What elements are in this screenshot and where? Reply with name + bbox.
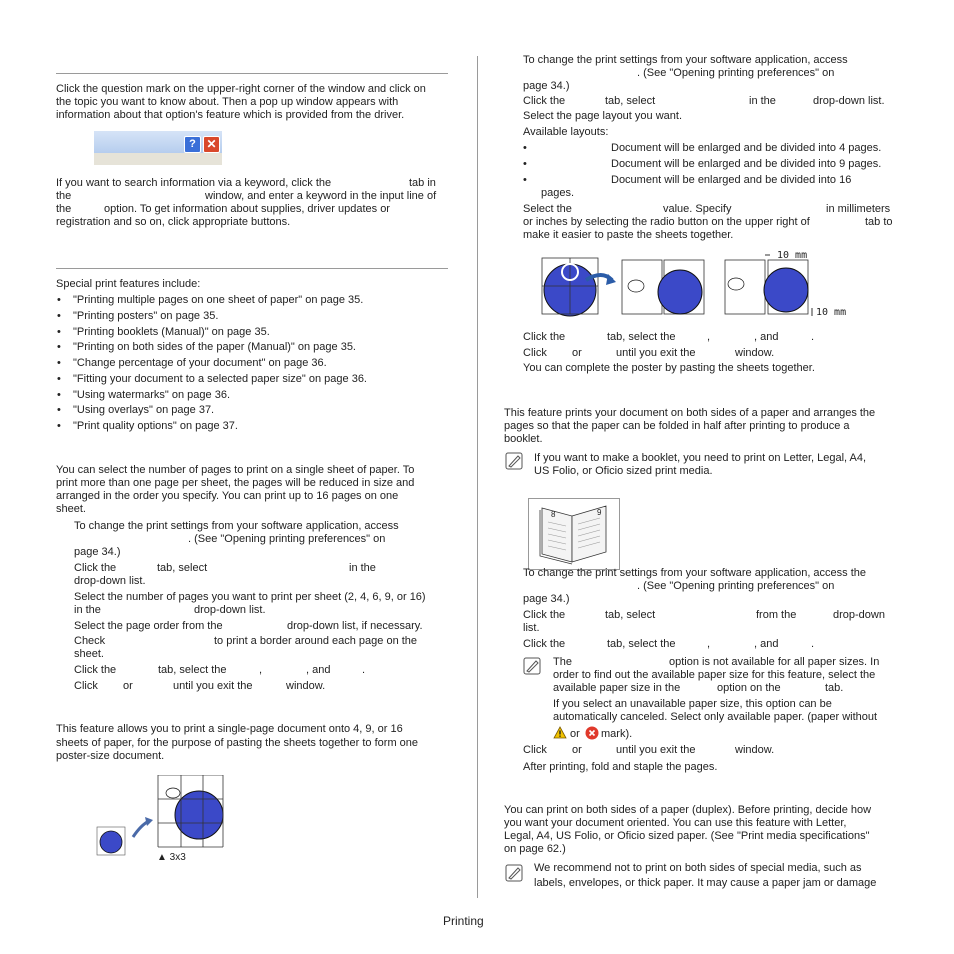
help-question-icon[interactable]: ? <box>184 136 201 153</box>
step-text: , <box>707 638 711 650</box>
special-feature-link[interactable]: "Using overlays" on page 37. <box>73 404 215 417</box>
duplex-paragraph-line: Legal, A4, US Folio, or Oficio sized paper. (See "Print media specifications" <box>504 830 870 842</box>
step-text: , <box>707 331 711 343</box>
special-feature-link[interactable]: "Using watermarks" on page 36. <box>73 388 230 401</box>
bullet: • <box>57 309 61 322</box>
special-feature-link[interactable]: "Change percentage of your document" on page 36. <box>73 357 327 369</box>
step-text: tab, select the <box>607 331 676 343</box>
step-text: Select the number of pages you want to print per sheet (2, 4, 6, 9, or 16) <box>74 591 426 603</box>
margin-label: 10 mm <box>777 250 808 261</box>
step-text: Click the <box>523 609 566 621</box>
step-text: until you exit the <box>616 347 696 359</box>
step-text: page 34.) <box>523 80 570 92</box>
note-icon <box>505 864 523 882</box>
step-text: in millimeters <box>826 203 891 215</box>
step-text: until you exit the <box>616 744 696 756</box>
step-text: page 34.) <box>523 593 570 605</box>
poster-overlap-illustration <box>540 250 860 322</box>
help-paragraph-line: information about that option's feature which is provided from the driver. <box>56 109 405 121</box>
step-text: tab, select <box>605 609 656 621</box>
step-text: . <box>362 664 366 676</box>
step-text: from the <box>756 609 797 621</box>
booklet-note: If you want to make a booklet, you need to print on Letter, Legal, A4, <box>534 452 867 464</box>
column-divider <box>477 56 478 898</box>
booklet-page-number: 8 <box>551 510 556 519</box>
special-feature-link[interactable]: "Printing booklets (Manual)" on page 35. <box>73 325 270 338</box>
special-feature-link[interactable]: "Printing on both sides of the paper (Manual)" on page 35. <box>73 341 356 354</box>
help-paragraph-line: Click the question mark on the upper-right corner of the window and click on <box>56 83 426 95</box>
duplex-paragraph-line: You can print on both sides of a paper (duplex). Before printing, decide how <box>504 804 872 816</box>
step-text: or <box>572 347 582 359</box>
step-text: drop-down <box>833 609 885 621</box>
step-text: Click the <box>74 664 117 676</box>
note-text: or <box>570 728 580 740</box>
step-text: tab to <box>865 216 893 228</box>
step-text: Click the <box>523 95 566 107</box>
step-text: or <box>123 680 133 692</box>
note-text: option on the <box>717 682 781 694</box>
duplex-paragraph-line: on page 62.) <box>504 843 566 855</box>
step-text: . (See "Opening printing preferences" on <box>637 580 835 592</box>
note-text: option is not available for all paper sizes. In <box>669 656 880 668</box>
bullet: • <box>57 341 61 354</box>
note-text: automatically canceled. Select only available paper. (paper without <box>553 711 878 723</box>
section-rule <box>56 73 448 74</box>
step-text: or <box>572 744 582 756</box>
note-text: If you select an unavailable paper size, this option can be <box>553 698 832 710</box>
step-text: drop-down list. <box>74 575 146 587</box>
step-text: , and <box>754 638 779 650</box>
bullet: • <box>57 420 61 432</box>
multi-paragraph-line: print more than one page per sheet, the pages will be reduced in size and <box>56 477 415 489</box>
special-feature-link[interactable]: "Fitting your document to a selected paper size" on page 36. <box>73 372 367 385</box>
step-text: . (See "Opening printing preferences" on <box>637 67 835 79</box>
section-rule <box>56 268 448 269</box>
note-text: The <box>553 656 572 668</box>
note-text: available paper size in the <box>553 682 681 694</box>
help-text: registration and so on, click appropriate buttons. <box>56 216 291 228</box>
layout-desc: pages. <box>541 187 575 199</box>
step-text: , and <box>306 664 331 676</box>
step-text: Available layouts: <box>523 126 609 138</box>
margin-label: 10 mm <box>816 307 847 318</box>
help-text: window, and enter a keyword in the input line of <box>205 190 437 202</box>
step-text: . (See "Opening printing preferences" on <box>188 533 386 545</box>
step-text: To change the print settings from your software application, access the <box>523 567 867 579</box>
step-text: To change the print settings from your software application, access <box>74 520 399 532</box>
help-text: If you want to search information via a keyword, click the <box>56 177 332 189</box>
step-text: Click the <box>523 331 566 343</box>
special-feature-link[interactable]: "Printing posters" on page 35. <box>73 309 219 322</box>
warning-icon <box>553 726 567 739</box>
step-text: value. Specify <box>663 203 732 215</box>
step-text: page 34.) <box>74 546 121 558</box>
bullet: • <box>523 174 527 186</box>
step-text: Check <box>74 635 106 647</box>
note-text: mark). <box>601 728 633 740</box>
help-text: option. To get information about supplies, driver updates or <box>104 203 390 215</box>
bullet: • <box>523 142 527 154</box>
step-text: drop-down list. <box>813 95 885 107</box>
special-feature-link[interactable]: "Printing multiple pages on one sheet of paper" on page 35. <box>73 294 364 306</box>
step-text: Click <box>523 347 547 359</box>
help-text: tab in <box>409 177 436 189</box>
step-text: until you exit the <box>173 680 253 692</box>
step-text: Click <box>74 680 98 692</box>
layout-desc: Document will be enlarged and be divided into 9 pages. <box>611 158 882 170</box>
bullet: • <box>57 325 61 338</box>
poster-paragraph-line: sheets of paper, for the purpose of pasting the sheets together to form one <box>56 737 419 749</box>
help-text: the <box>56 190 72 202</box>
poster-paragraph-line: This feature allows you to print a single-page document onto 4, 9, or 16 <box>56 723 403 735</box>
step-text: make it easier to paste the sheets together. <box>523 229 734 241</box>
step-text: in the <box>749 95 776 107</box>
bullet: • <box>57 388 61 401</box>
booklet-paragraph-line: pages so that the paper can be folded in half after printing to produce a <box>504 420 850 432</box>
step-text: tab, select the <box>158 664 227 676</box>
duplex-note: We recommend not to print on both sides of special media, such as <box>534 862 862 874</box>
note-text: tab. <box>825 682 844 694</box>
help-text: the <box>56 203 72 215</box>
step-text: To change the print settings from your software application, access <box>523 54 848 66</box>
step-text: , <box>259 664 263 676</box>
step-text: tab, select <box>157 562 208 574</box>
special-feature-link[interactable]: "Print quality options" on page 37. <box>73 420 238 432</box>
error-x-icon <box>585 726 599 740</box>
step-text: list. <box>523 622 540 634</box>
window-titlebar-image <box>94 131 222 165</box>
step-text: Select the page order from the <box>74 620 223 632</box>
booklet-paragraph-line: booklet. <box>504 433 543 445</box>
booklet-page-number: 9 <box>597 508 602 517</box>
step-text: tab, select <box>605 95 656 107</box>
duplex-note: labels, envelopes, or thick paper. It may cause a paper jam or damage <box>534 877 877 889</box>
step-text: drop-down list. <box>194 604 266 616</box>
booklet-paragraph-line: This feature prints your document on both sides of a paper and arranges the <box>504 407 876 419</box>
step-text: in the <box>349 562 376 574</box>
bullet: • <box>57 404 61 417</box>
step-text: to print a border around each page on the <box>214 635 418 647</box>
booklet-note: US Folio, or Oficio sized print media. <box>534 465 713 477</box>
step-text: After printing, fold and staple the pages. <box>523 761 718 773</box>
duplex-paragraph-line: you want your document oriented. You can use this feature with Letter, <box>504 817 847 829</box>
step-text: Select the page layout you want. <box>523 110 682 122</box>
step-text: Click <box>523 744 547 756</box>
step-text: . <box>811 638 815 650</box>
multi-paragraph-line: arranged in the order you specify. You can print up to 16 pages on one <box>56 490 399 502</box>
note-icon <box>523 657 541 675</box>
step-text: window. <box>286 680 326 692</box>
poster-paragraph-line: poster-size document. <box>56 750 165 762</box>
note-icon <box>505 452 523 470</box>
bullet: • <box>57 372 61 385</box>
booklet-illustration <box>528 498 620 570</box>
step-text: Click the <box>74 562 117 574</box>
page-footer: Printing <box>443 914 484 928</box>
layout-desc: Document will be enlarged and be divided into 4 pages. <box>611 142 882 154</box>
step-text: drop-down list, if necessary. <box>287 620 423 632</box>
help-paragraph-line: the topic you want to know about. Then a pop up window appears with <box>56 96 399 108</box>
bullet: • <box>523 158 527 170</box>
close-icon[interactable]: ✕ <box>203 136 220 153</box>
multi-paragraph-line: You can select the number of pages to print on a single sheet of paper. To <box>56 464 415 476</box>
step-text: window. <box>735 347 775 359</box>
step-text: Select the <box>523 203 572 215</box>
step-text: in the <box>74 604 101 616</box>
step-text: tab, select the <box>607 638 676 650</box>
note-text: order to find out the available paper size for this feature, select the <box>553 669 876 681</box>
special-intro: Special print features include: <box>56 278 201 290</box>
step-text: or inches by selecting the radio button on the upper right of <box>523 216 810 228</box>
multi-paragraph-line: sheet. <box>56 503 86 515</box>
poster-caption: ▲ 3x3 <box>157 852 186 863</box>
layout-desc: Document will be enlarged and be divided into 16 <box>611 174 852 186</box>
step-text: . <box>811 331 815 343</box>
bullet: • <box>57 294 61 306</box>
step-text: window. <box>735 744 775 756</box>
step-text: sheet. <box>74 648 104 660</box>
step-text: Click the <box>523 638 566 650</box>
step-text: You can complete the poster by pasting the sheets together. <box>523 362 815 374</box>
step-text: , and <box>754 331 779 343</box>
bullet: • <box>57 357 61 369</box>
